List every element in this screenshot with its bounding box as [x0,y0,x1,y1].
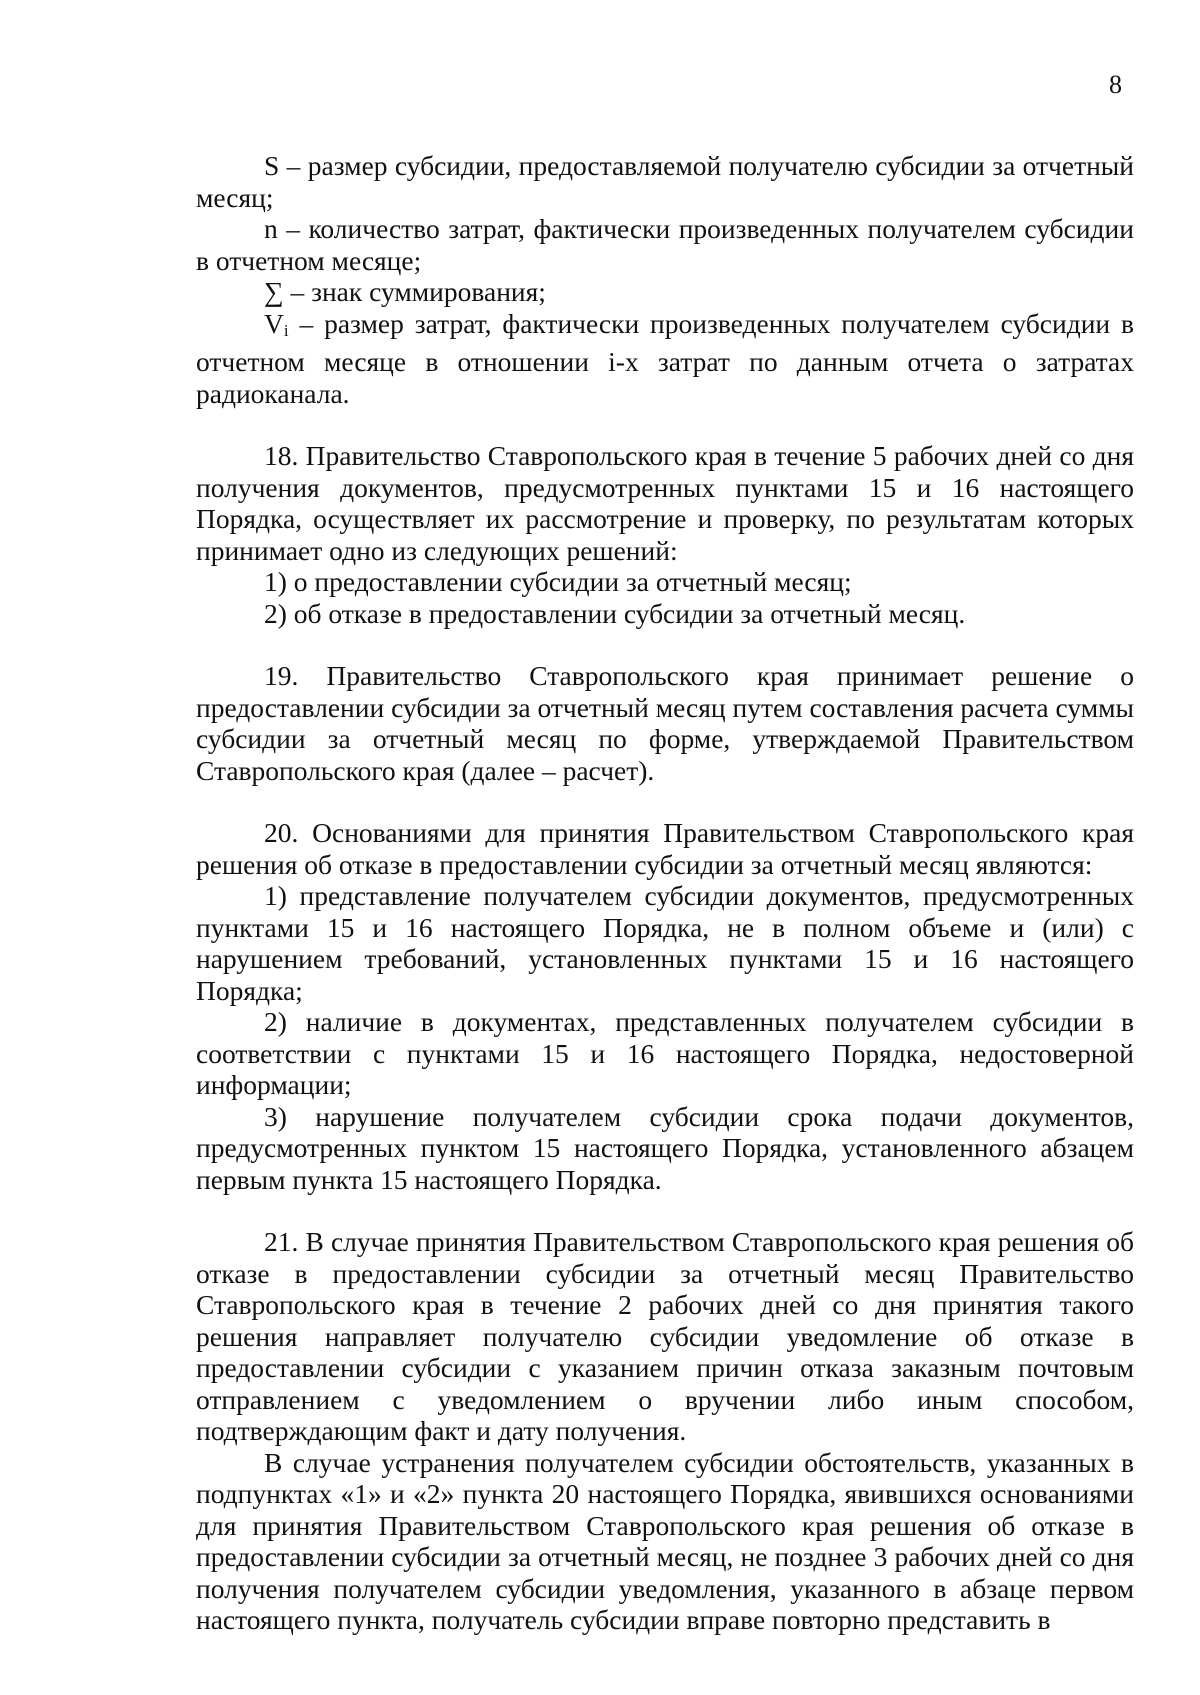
paragraph-gap [196,409,1134,440]
document-body [196,150,1134,1636]
definition-sigma: ∑ – знак суммирования; [264,276,546,307]
clause-18-item-1: 1) о предоставлении субсидии за отчетный месяц; [264,566,852,597]
paragraph-gap [196,786,1134,817]
clause-19: 19. Правительство Ставропольского края принимает решение о предоставлении субсидии за отчетный месяц путем составления расчета суммы субсидии за отчетный месяц по форме, утверждаемой Правительством Ставропольского края (далее – расчет). [196,660,1134,786]
definition-v [196,308,1134,410]
clause-20-item-1: 1) представление получателем субсидии документов, предусмотренных пунктами 15 и 16 настоящего Порядка, не в полном объеме и (или) с нарушением требований, установленных пунктами 15 и 16 настоящего Порядка; [196,880,1134,1006]
clause-21-paragraph-1: 21. В случае принятия Правительством Ставропольского края решения об отказе в предоставлении субсидии за отчетный месяц Правительство Ставропольского края в течение 2 рабочих дней со дня принятия такого решения направляет получателю субсидии уведомление об отказе в предоставлении субсидии с указанием причин отказа заказным почтовым отправлением с уведомлением о вручении либо иным способом, подтверждающим факт и дату получения. [196,1226,1134,1446]
paragraph-gap [196,1195,1134,1226]
paragraph-gap [196,629,1134,660]
v-symbol: V [264,307,284,339]
clause-20-item-3: 3) нарушение получателем субсидии срока подачи документов, предусмотренных пунктом 15 настоящего Порядка, установленного абзацем первым пункта 15 настоящего Порядка. [196,1100,1134,1195]
clause-20-intro: 20. Основаниями для принятия Правительством Ставропольского края решения об отказе в предоставлении субсидии за отчетный месяц являются: [196,817,1134,880]
clause-20-item-2: 2) наличие в документах, представленных получателем субсидии в соответствии с пунктами 15 и 16 настоящего Порядка, недостоверной информации; [196,1006,1134,1100]
v-text: – размер затрат, фактически произведенных получателем субсидии в отчетном месяце в отношении i-х затрат по данным отчета о затратах радиоканала. [196,307,1134,409]
page-number: 8 [1109,70,1122,99]
clause-18-intro: 18. Правительство Ставропольского края в течение 5 рабочих дней со дня получения документов, предусмотренных пунктами 15 и 16 настоящего Порядка, осуществляет их рассмотрение и проверку, по результатам которых принимает одно из следующих решений: [196,440,1134,566]
clause-21-paragraph-2: В случае устранения получателем субсидии обстоятельств, указанных в подпунктах «1» и «2» пункта 20 настоящего Порядка, явившихся основаниями для принятия Правительством Ставропольского края решения об отказе в предоставлении субсидии за отчетный месяц, не позднее 3 рабочих дней со дня получения получателем субсидии уведомления, указанного в абзаце первом настоящего пункта, получатель субсидии вправе повторно представить в [196,1446,1134,1635]
definition-n: n – количество затрат, фактически произведенных получателем субсидии в отчетном месяце; [196,213,1134,276]
definition-s: S – размер субсидии, предоставляемой получателю субсидии за отчетный месяц; [196,150,1134,213]
clause-18-item-2: 2) об отказе в предоставлении субсидии за отчетный месяц. [264,597,966,629]
v-subscript: i [283,320,289,340]
